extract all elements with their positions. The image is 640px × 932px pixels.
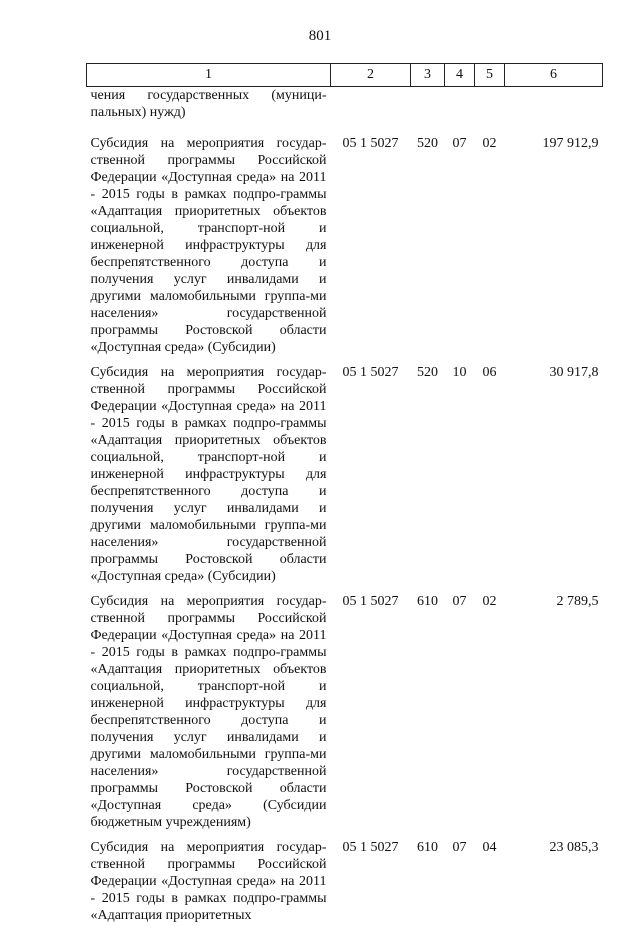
row-subsection: 06 xyxy=(482,365,497,380)
row-description: Субсидия на мероприятия государ-ственной программы Российской Федерации «Доступная среда» на 2011 - 2015 годы в рамках подпро-граммы «Адаптация приоритетных объектов социальной, транспорт-ной и инженерной инфраструктуры для беспрепятственного доступа и получения услуг инвалидами и другими маломобильными группа-ми населения» государственной программы Ростовской области «Доступная среда» (Субсидии) xyxy=(90,365,327,584)
row-section: 07 xyxy=(452,136,467,151)
header-col-4: 4 xyxy=(445,64,475,87)
row-section: 07 xyxy=(452,840,467,855)
row-vr-code: 520 xyxy=(417,365,438,380)
header-col-6: 6 xyxy=(505,64,603,87)
row-amount: 2 789,5 xyxy=(556,594,599,609)
row-vr-code: 610 xyxy=(417,594,438,609)
row-description: Субсидия на мероприятия государ-ственной программы Российской Федерации «Доступная среда» на 2011 - 2015 годы в рамках подпро-граммы «Адаптация приоритетных объектов социальной, транспорт-ной и инженерной инфраструктуры для беспрепятственного доступа и получения услуг инвалидами и другими маломобильными группа-ми населения» государственной программы Ростовской области «Доступная среда» (Субсидии бюджетным учреждениям) xyxy=(90,594,327,830)
row-amount: 23 085,3 xyxy=(549,840,599,855)
row-vr-code: 610 xyxy=(417,840,438,855)
row-subsection: 02 xyxy=(482,594,497,609)
table-row xyxy=(87,135,603,364)
row-csr-code: 05 1 5027 xyxy=(342,840,399,855)
header-col-5: 5 xyxy=(475,64,505,87)
row-csr-code: 05 1 5027 xyxy=(342,594,399,609)
row-csr-code: 05 1 5027 xyxy=(342,136,399,151)
header-row xyxy=(87,64,603,87)
row-amount: 197 912,9 xyxy=(542,136,599,151)
header-col-3: 3 xyxy=(411,64,445,87)
row-subsection: 04 xyxy=(482,840,497,855)
row-csr-code: 05 1 5027 xyxy=(342,365,399,380)
continuation-text: чения государственных (муници-пальных) нужд) xyxy=(90,88,327,120)
table-row xyxy=(87,593,603,839)
row-description: Субсидия на мероприятия государ-ственной программы Российской Федерации «Доступная среда» на 2011 - 2015 годы в рамках подпро-граммы «Адаптация приоритетных объектов социальной, транспорт-ной и инженерной инфраструктуры для беспрепятственного доступа и получения услуг инвалидами и другими маломобильными группа-ми населения» государственной программы Ростовской области «Доступная среда» (Субсидии) xyxy=(90,136,327,355)
row-subsection: 02 xyxy=(482,136,497,151)
row-section: 10 xyxy=(452,365,467,380)
table-row-continuation xyxy=(87,87,603,136)
row-section: 07 xyxy=(452,594,467,609)
table-row xyxy=(87,839,603,932)
budget-table xyxy=(86,63,603,932)
page-number: 801 xyxy=(308,28,332,44)
table-row xyxy=(87,364,603,593)
row-description: Субсидия на мероприятия государ-ственной программы Российской Федерации «Доступная среда» на 2011 - 2015 годы в рамках подпро-граммы «Адаптация приоритетных xyxy=(90,840,327,923)
header-col-1: 1 xyxy=(87,64,331,87)
row-vr-code: 520 xyxy=(417,136,438,151)
row-amount: 30 917,8 xyxy=(549,365,599,380)
header-col-2: 2 xyxy=(331,64,411,87)
